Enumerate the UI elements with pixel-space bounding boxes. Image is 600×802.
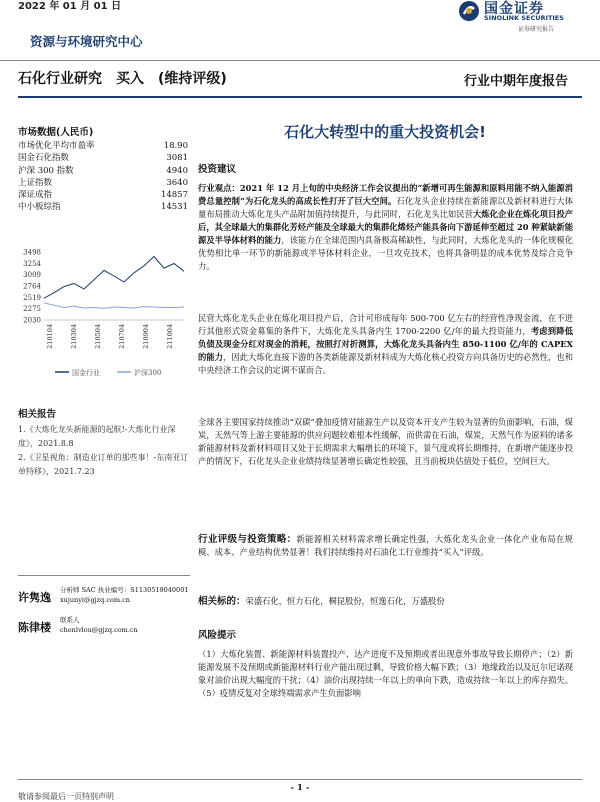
analyst-role: 联系人 <box>60 616 80 624</box>
market-data-title: 市场数据(人民币) <box>18 127 94 138</box>
market-label: 深证成指 <box>18 190 53 201</box>
supply-paragraph: 全球各主要国家持续推动“双碳”叠加疫情对能源生产以及资本开支产生较为显著的负面影响，石油，煤炭，天然气等上游主要能源的供应问题较难根本性缓解，而供需在石油，煤炭，天然气作为原料的诸多新能源材料及新材料项目又处于长期需求大幅增长的环境下，景气度或将长期维持，在新增产能逐步投产的情况下，石化龙头企业业绩持续显著增长确定性较强，且当前板块估值处于低位，空间巨大。 <box>198 417 573 466</box>
chart-legend <box>55 367 195 379</box>
x-tick-label: 211004 <box>166 324 174 349</box>
market-data-row <box>18 165 188 177</box>
y-tick-label: 3498 <box>23 248 41 257</box>
market-label: 沪深 300 指数 <box>18 165 74 176</box>
logo-text-en: SINOLINK SECURITIES <box>484 14 564 22</box>
y-tick-label: 2030 <box>23 316 41 325</box>
rating-note: (维持评级) <box>158 71 227 87</box>
analyst-card <box>18 615 198 635</box>
related-stocks: 相关标的：荣盛石化，恒力石化，桐昆股份，恒逸石化，万盛股份 <box>198 596 445 607</box>
report-type: 行业中期年度报告 <box>463 74 568 89</box>
series-line-0 <box>44 257 184 299</box>
related-title: 相关报告 <box>18 409 57 420</box>
y-tick-label: 3254 <box>23 259 41 268</box>
legend-label-industry: 国金行业 <box>72 369 100 377</box>
market-value: 3081 <box>166 153 188 164</box>
footer-divider <box>18 779 582 780</box>
y-tick-label: 2764 <box>23 282 41 291</box>
x-tick-label: 210904 <box>142 324 150 349</box>
industry-view-paragraph: 行业观点：2021 年 12 月上旬的中央经济工作会议提出的“新增可再生能源和原料用能不纳入能源消费总量控制”为石化龙头的高成长性打开了巨大空间。石化龙头企业持续在新能源以及新材料进行大体量布局推动大炼化龙头产品附加值持续提升，与此同时，石化龙头比如民营大炼化企业在炼化项目投产后，其全球最大的集群化芳烃产能及全球最大的集群化烯烃产能具备向下游延伸至超过 20 种紧缺新能源及半导体材料的能力，该能力在全球范围内具备极高稀缺性，与此同时，大炼化龙头的一体化规模化优势相比单一环节的新能源或半导体材料企业，一旦攻克技术，也将具备明显的成本优势及综合竞争力。 <box>198 183 573 271</box>
market-data-row <box>18 140 188 152</box>
page-number: - 1 - <box>290 783 310 793</box>
main-title: 石化大转型中的重大投资机会! <box>284 123 486 141</box>
header-divider <box>0 60 600 61</box>
market-data <box>18 124 188 214</box>
index-chart <box>14 240 192 380</box>
x-tick-label: 210304 <box>70 324 78 349</box>
logo-slogan: 证券研究报告 <box>518 26 555 33</box>
risk-heading: 风险提示 <box>198 630 237 641</box>
title-bar <box>18 68 241 88</box>
market-value: 14857 <box>160 190 188 201</box>
analysts <box>18 585 198 645</box>
market-data-row <box>18 177 188 189</box>
market-value: 18.90 <box>163 141 188 151</box>
rating-label: 买入 <box>116 71 144 87</box>
x-tick-label: 210704 <box>118 324 126 349</box>
market-value: 3640 <box>166 177 188 188</box>
analyst-card <box>18 585 198 605</box>
related-item[interactable]: 1.《大炼化龙头新能源的起航!-大炼化行业深度》，2021.8.8 <box>18 425 176 448</box>
market-label: 国金石化指数 <box>18 153 70 164</box>
y-tick-label: 2275 <box>23 305 41 314</box>
y-tick-label: 3009 <box>23 271 41 280</box>
analyst-name: 陈律楼 <box>18 621 51 634</box>
analyst-email[interactable]: xujunyi@gjzq.com.cn <box>60 596 130 604</box>
analyst-email[interactable]: chenlvlou@gjzq.com.cn <box>60 626 138 634</box>
report-date: 2022 年 01 月 01 日 <box>18 1 122 12</box>
title-divider <box>18 96 582 98</box>
market-value: 14531 <box>160 202 188 213</box>
market-label: 中小板综指 <box>18 202 61 213</box>
related-item[interactable]: 2.《卫星视角：制造业订单的那些事！-东南亚订单特移》，2021.7.23 <box>18 453 189 476</box>
logo-mark-icon <box>458 0 480 22</box>
market-label: 市场优化平均市盈率 <box>18 141 95 151</box>
advice-heading: 投资建议 <box>198 164 237 175</box>
market-data-row <box>18 152 188 164</box>
sidebar-divider <box>18 575 190 576</box>
legend-swatches <box>55 367 195 377</box>
series-line-1 <box>44 303 184 309</box>
market-data-row <box>18 189 188 201</box>
market-value: 4940 <box>166 165 188 176</box>
market-label: 上证指数 <box>18 177 53 188</box>
x-tick-label: 210104 <box>46 324 54 349</box>
rating-strategy-paragraph: 行业评级与投资策略：新能源相关材料需求增长确定性强，大炼化龙头企业一体化产业布局在规模、成本、产业结构优势显著！我们持续维持对石油化工行业维持“买入”评级。 <box>198 534 573 557</box>
department-name: 资源与环境研究中心 <box>30 34 143 49</box>
analyst-name: 许隽逸 <box>18 591 51 604</box>
disclaimer: 敬请参阅最后一页特别声明 <box>18 792 114 801</box>
analyst-role: 分析师 SAC 执业编号：S1130519040001 <box>60 586 189 594</box>
x-tick-label: 210504 <box>94 324 102 349</box>
y-tick-label: 2519 <box>23 293 41 302</box>
logo-text-cn: 国金证券 <box>484 1 544 17</box>
market-data-row <box>18 201 188 213</box>
industry-label: 石化行业研究 <box>18 71 102 87</box>
related-reports <box>18 408 193 479</box>
risk-paragraph: （1）大炼化装置、新能源材料装置投产、达产进度不及预期或者出现意外事故导致长期停产；（2）新能源发展不及预期或新能源材料行业产能出现过剩，导致价格大幅下跌；（3）地缘政治以及厄尔尼诺现象对油价出现大幅度的干扰；（4）油价出现持续一年以上的单向下跌，造成持续一年以上的库存损失。（5）疫情反复对全球终端需求产生负面影响 <box>198 649 573 698</box>
legend-label-hs300: 沪深300 <box>134 369 162 377</box>
capex-paragraph: 民营大炼化龙头企业在炼化项目投产后，合计可形成每年 500-700 亿左右的经营性净现金流，在不进行其他形式资金募集的条件下，大炼化龙头具备内生 1700-2200 亿/年的最大投资能力，考虑到降低负债及现金分红对现金的消耗，按照打对折测算，大炼化龙头具备内生 850-1100 亿/年的 CAPEX 的能力，因此大炼化直接下游的各类新能源及新材料成为大炼化核心投资方向具备历史的必然性，也和中央经济工作会议的定调不谋而合。 <box>198 313 573 375</box>
sinolink-logo <box>458 0 588 34</box>
